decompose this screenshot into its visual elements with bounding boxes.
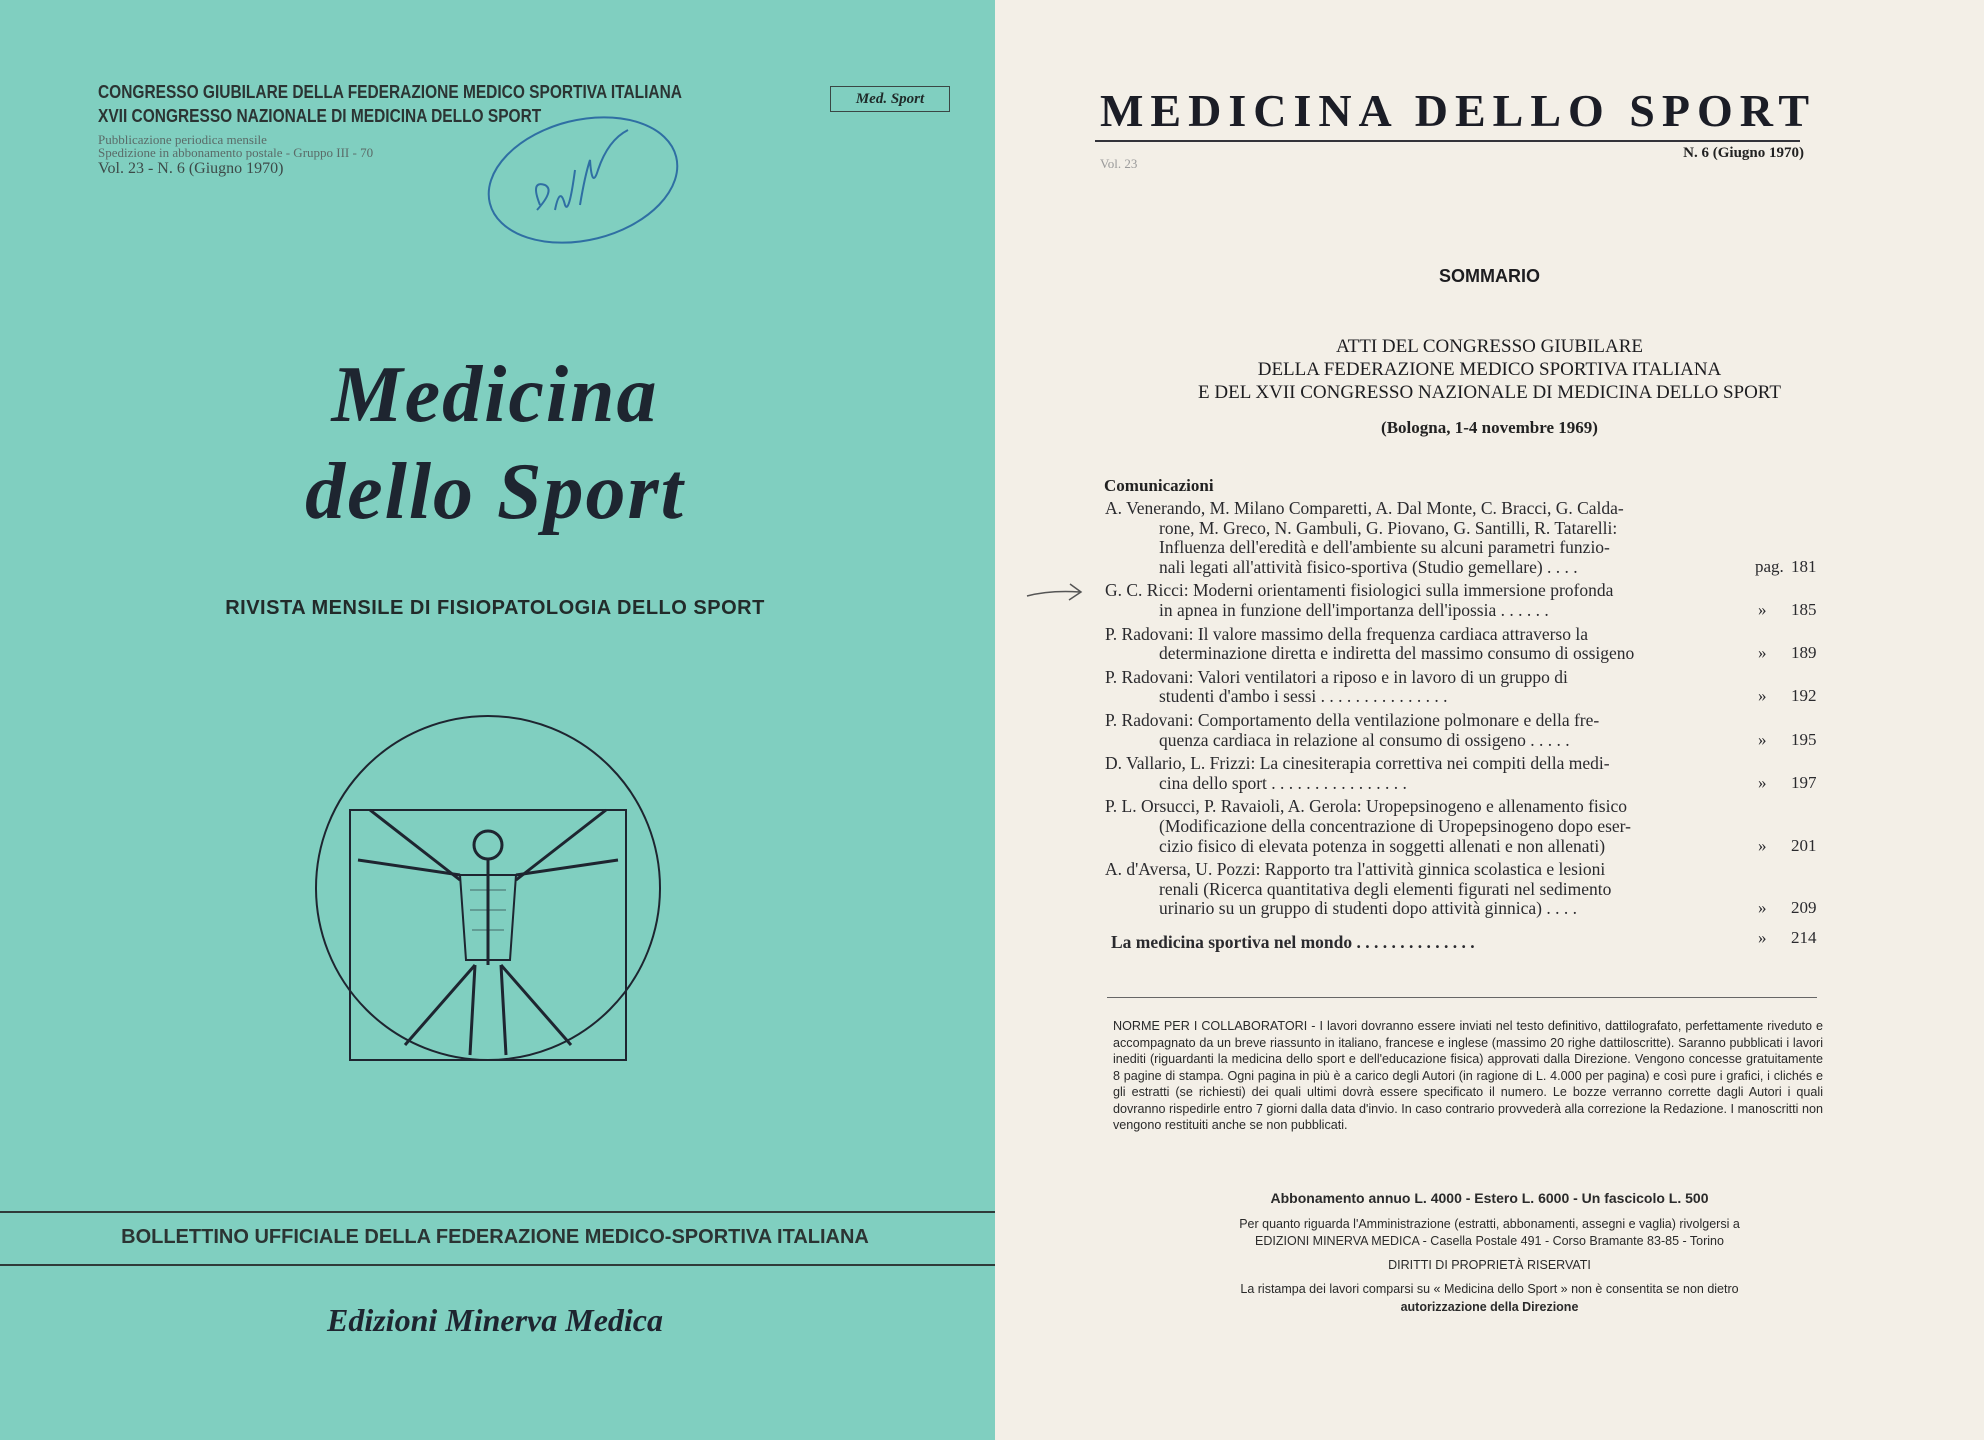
toc-entry-authors: A. d'Aversa, U. Pozzi: Rapporto tra l'attività ginnica scolastica e lesioni xyxy=(1105,859,1606,880)
hand-drawn-arrow-icon xyxy=(1025,580,1085,604)
masthead-rule xyxy=(1095,140,1800,142)
section-divider xyxy=(1107,997,1817,998)
page-volume: Vol. 23 xyxy=(1100,156,1138,171)
toc-entry-page-prefix: » xyxy=(1758,898,1767,918)
toc-entry-page-number: 185 xyxy=(1791,600,1817,619)
cover-badge: Med. Sport xyxy=(830,86,950,112)
toc-entry-line: determinazione diretta e indiretta del massimo consumo di ossigeno xyxy=(1159,643,1635,664)
toc-entry-page-prefix: pag. xyxy=(1755,556,1784,576)
handwritten-annotation-icon xyxy=(480,110,690,250)
cover-postal-note: Spedizione in abbonamento postale - Gruppo III - 70 xyxy=(98,145,374,160)
cover-publisher: Edizioni Minerva Medica xyxy=(326,1302,663,1338)
toc-entry-authors: P. Radovani: Comportamento della ventilazione polmonare e della fre- xyxy=(1105,710,1600,730)
toc-entry-authors: A. Venerando, M. Milano Comparetti, A. Dal Monte, C. Bracci, G. Calda- xyxy=(1105,498,1624,518)
section-heading: Comunicazioni xyxy=(1104,476,1214,495)
toc-entry-authors: P. Radovani: Valori ventilatori a riposo e in lavoro di un gruppo di xyxy=(1105,666,1568,687)
cover-bulletin: BOLLETTINO UFFICIALE DELLA FEDERAZIONE MEDICO-SPORTIVA ITALIANA xyxy=(121,1226,869,1248)
toc-entry-line: cizio fisico di elevata potenza in soggetti allenati e non allenati) xyxy=(1159,835,1606,856)
amministrazione-line-1: Per quanto riguarda l'Amministrazione (estratti, abbonamenti, assegni e vaglia) rivolgersi a xyxy=(1239,1217,1740,1231)
vitruvian-man-illustration-icon xyxy=(310,710,666,1066)
toc-entry-line: (Modificazione della concentrazione di Uropepsinogeno dopo eser- xyxy=(1159,816,1631,836)
ristampa-line-1: La ristampa dei lavori comparsi su « Medicina dello Sport » non è consentita se non dietro xyxy=(1240,1282,1739,1296)
toc-world-page: 214 xyxy=(1791,928,1817,947)
toc-entry-page-number: 209 xyxy=(1791,898,1817,918)
toc-entry-line: urinario su un gruppo di studenti dopo attività ginnica) . . . . xyxy=(1159,898,1577,919)
abbonamento: Abbonamento annuo L. 4000 - Estero L. 6000 - Un fascicolo L. 500 xyxy=(1270,1190,1709,1206)
toc-entry-line: rone, M. Greco, N. Gambuli, G. Piovano, G. Santilli, R. Tatarelli: xyxy=(1159,517,1618,538)
amministrazione-line-2: EDIZIONI MINERVA MEDICA - Casella Postale 491 - Corso Bramante 83-85 - Torino xyxy=(1255,1234,1724,1248)
toc-world-entry: La medicina sportiva nel mondo . . . . . . . . . . . . . . xyxy=(1111,932,1475,952)
cover-subtitle: RIVISTA MENSILE DI FISIOPATOLOGIA DELLO SPORT xyxy=(225,597,765,619)
toc-entry-authors: D. Vallario, L. Frizzi: La cinesiterapia correttiva nei compiti della medi- xyxy=(1105,753,1610,774)
toc-entry-line: quenza cardiaca in relazione al consumo di ossigeno . . . . . xyxy=(1159,729,1570,750)
sommario-heading: SOMMARIO xyxy=(1439,266,1540,286)
atti-line-2: DELLA FEDERAZIONE MEDICO SPORTIVA ITALIANA xyxy=(1257,359,1722,380)
toc-entry-authors: G. C. Ricci: Moderni orientamenti fisiologici sulla immersione profonda xyxy=(1105,580,1614,601)
page-issue: N. 6 (Giugno 1970) xyxy=(1683,145,1804,161)
toc-entry-page-number: 197 xyxy=(1791,772,1817,792)
toc-entry-authors: P. L. Orsucci, P. Ravaioli, A. Gerola: Uropepsinogeno e allenamento fisico xyxy=(1105,796,1627,817)
cover-publication-note: Pubblicazione periodica mensile xyxy=(98,132,267,147)
toc-entry-page-number: 195 xyxy=(1791,729,1817,749)
toc-entry-authors: P. Radovani: Il valore massimo della frequenza cardiaca attraverso la xyxy=(1105,623,1588,644)
cover-volume: Vol. 23 - N. 6 (Giugno 1970) xyxy=(98,160,284,177)
toc-entry-line: in apnea in funzione dell'importanza dell'ipossia . . . . . . xyxy=(1159,600,1549,620)
toc-entry-page-number: 201 xyxy=(1791,835,1817,855)
toc-entry-page-prefix: » xyxy=(1758,600,1767,619)
congress-location: (Bologna, 1-4 novembre 1969) xyxy=(1381,418,1598,437)
toc-entry-page-prefix: » xyxy=(1758,729,1767,749)
cover-title-line-2: dello Sport xyxy=(305,448,685,536)
atti-line-3: E DEL XVII CONGRESSO NAZIONALE DI MEDICINA DELLO SPORT xyxy=(1198,382,1781,403)
toc-entry-page-number: 189 xyxy=(1791,643,1817,663)
ristampa-line-2: autorizzazione della Direzione xyxy=(1400,1300,1579,1314)
diritti: DIRITTI DI PROPRIETÀ RISERVATI xyxy=(1388,1258,1591,1272)
toc-entry-line: cina dello sport . . . . . . . . . . . . . . . . xyxy=(1159,772,1407,793)
toc-entry-line: Influenza dell'eredità e dell'ambiente su alcuni parametri funzio- xyxy=(1159,537,1610,558)
toc-entry-line: renali (Ricerca quantitativa degli elementi figurati nel sedimento xyxy=(1159,878,1612,899)
cover-congress-line-1: CONGRESSO GIUBILARE DELLA FEDERAZIONE MEDICO SPORTIVA ITALIANA xyxy=(98,82,682,102)
masthead: MEDICINA DELLO SPORT xyxy=(1100,85,1817,136)
toc-entry-page-prefix: » xyxy=(1758,686,1767,706)
toc-world-prefix: » xyxy=(1758,928,1767,947)
atti-line-1: ATTI DEL CONGRESSO GIUBILARE xyxy=(1336,336,1643,357)
toc-entry-page-prefix: » xyxy=(1758,772,1767,792)
cover-title-line-1: Medicina xyxy=(331,351,659,439)
toc-entry-line: studenti d'ambo i sessi . . . . . . . . . . . . . . . xyxy=(1159,686,1448,707)
contents-page xyxy=(995,0,1984,1440)
toc-entry-page-number: 192 xyxy=(1791,686,1817,706)
norme-collaboratori: NORME PER I COLLABORATORI - I lavori dovranno essere inviati nel testo definitivo, dattilografato, perfettamente riveduto e accompagnato da un breve riassunto in italiano, francese e inglese (massimo 20 righe dattiloscritte). Saranno pubblicati i lavori inediti (riguardanti la medicina dello sport e dell'educazione fisica) approvati dalla Direzione. Vengono concesse gratuitamente 8 pagine di stampa. Ogni pagina in più è a carico degli Autori (in ragione di L. 4.000 per pagina) e così pure i grafici, i clichés e gli estratti (se richiesti) dei quali ultimi dovrà essere specificato il numero. Le bozze verranno corrette dagli Autori i quali dovranno rispedirle entro 7 giorni dalla data d'invio. In caso contrario provvederà alla correzione la Redazione. I manoscritti non vengono restituiti anche se non pubblicati. xyxy=(1113,1019,1823,1132)
toc-entry-page-number: 181 xyxy=(1791,556,1817,576)
toc-entry-line: nali legati all'attività fisico-sportiva (Studio gemellare) . . . . xyxy=(1159,556,1578,577)
toc-entry-page-prefix: » xyxy=(1758,835,1767,855)
cover-congress-line-2: XVII CONGRESSO NAZIONALE DI MEDICINA DELLO SPORT xyxy=(98,106,542,126)
toc-entry-page-prefix: » xyxy=(1758,643,1767,663)
